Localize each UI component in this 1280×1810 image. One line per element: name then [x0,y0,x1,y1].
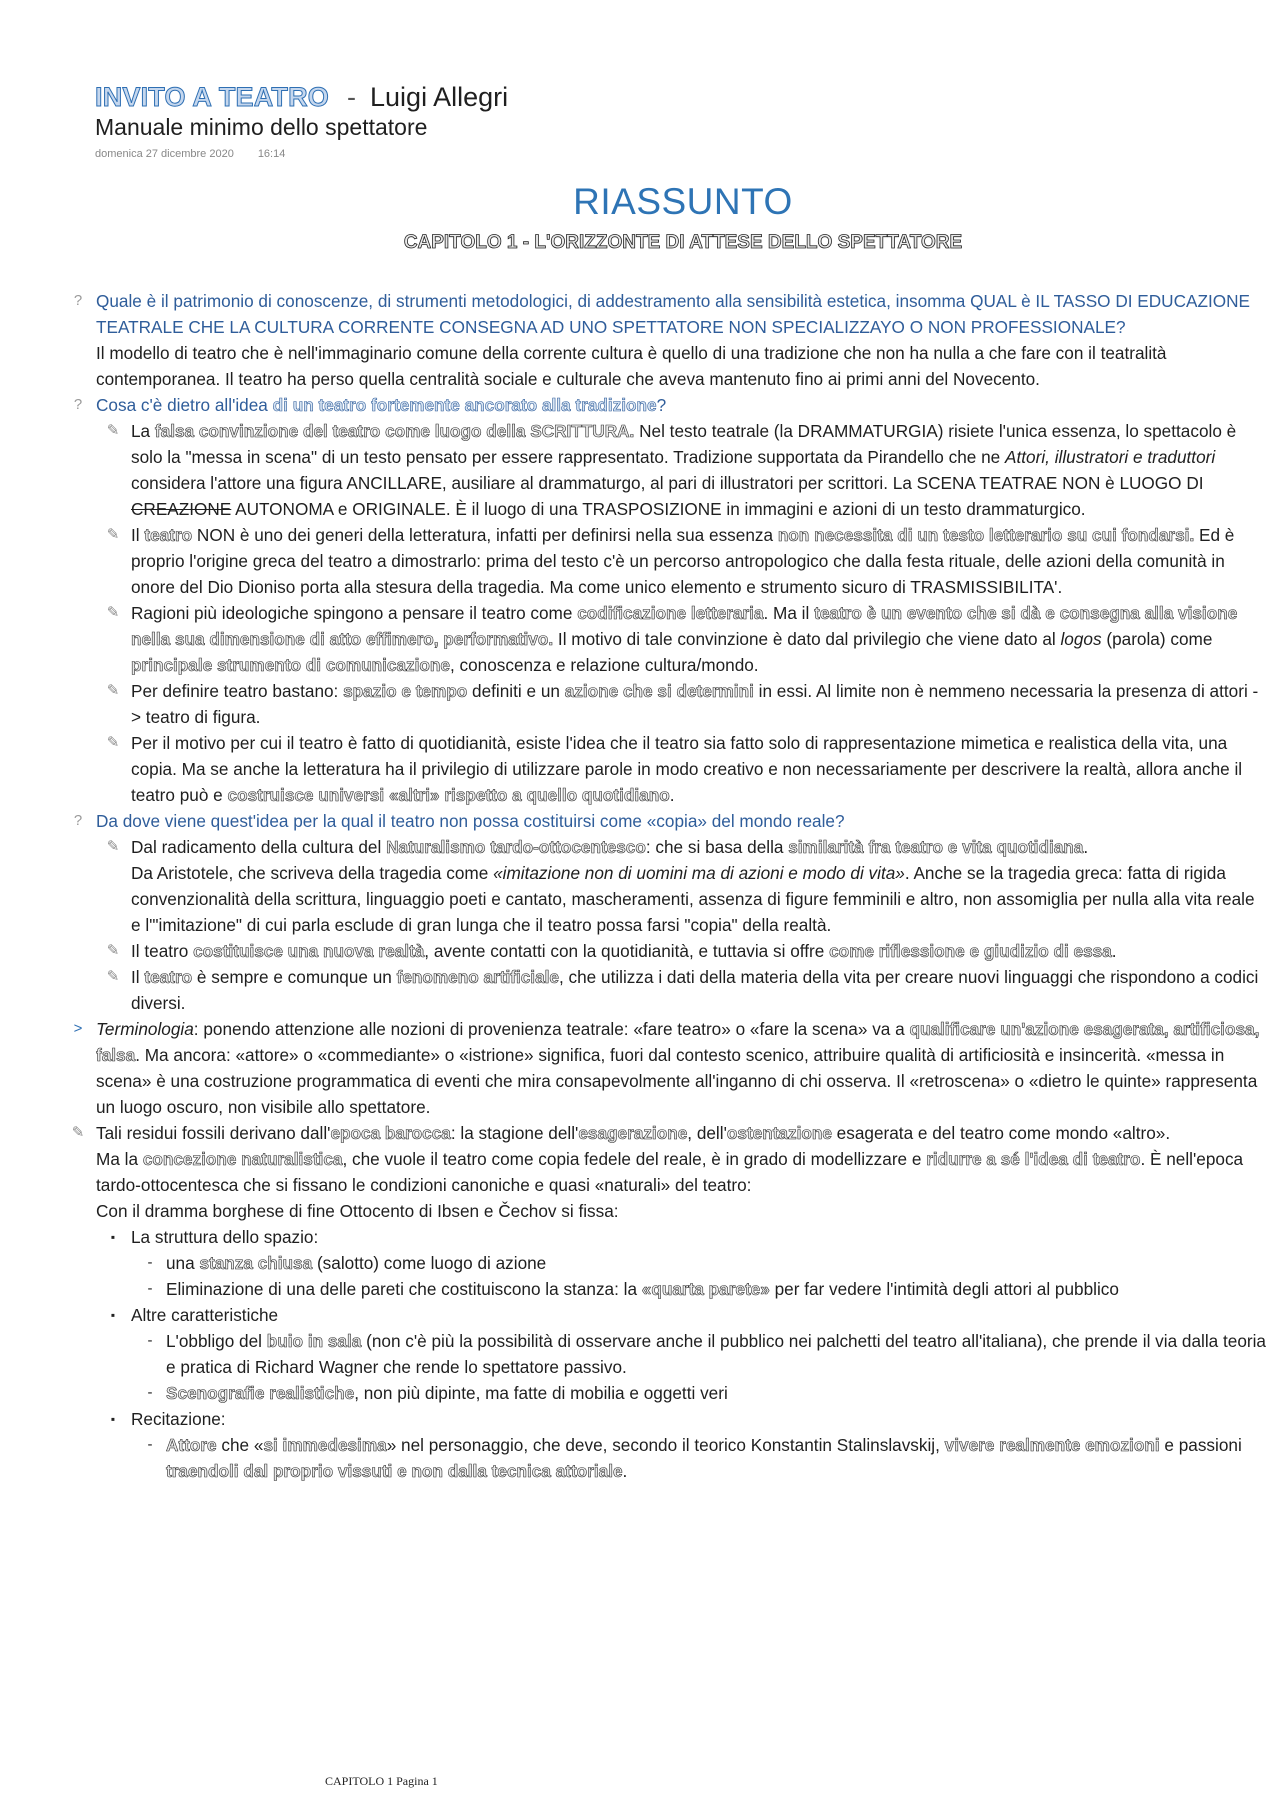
note-text: Ragioni più ideologiche spingono a pensare il teatro come [131,603,578,623]
dash-icon: - [147,1332,153,1349]
sub-list-item [0,1380,1280,1406]
book-title: Attori, illustratori e traduttori [1005,447,1216,467]
list-text: Recitazione: [131,1409,226,1429]
list-text: La struttura dello spazio: [131,1227,319,1247]
italic-term: logos [1060,629,1102,649]
note-text: NON è uno dei generi della letteratura, infatti per definirsi nella sua essenza [192,525,778,545]
note-text: , dell' [687,1123,727,1143]
list-text: » nel personaggio, che deve, secondo il teorico Konstantin Stalinslavskij, [386,1435,945,1455]
highlight: azione che si determini [564,681,754,701]
note-icon: ✎ [71,1124,85,1141]
note-text: AUTONOMA e ORIGINALE. È il luogo di una TRASPOSIZIONE in immagini e azioni di un testo drammaturgico. [231,499,1086,519]
highlight: similarità fra teatro e vita quotidiana [788,837,1084,857]
note-text: Nel testo teatrale (la DRAMMATURGIA) risiete l'unica essenza, lo spettacolo è solo la "messa in scena" di un testo pensato per essere rappresentato. Tradizione supportata da Pirandello che ne [131,421,1237,467]
note-item [0,418,1280,522]
list-text: (salotto) come luogo di azione [312,1253,547,1273]
section-heading: RIASSUNTO [573,181,793,222]
question-text: Quale è il patrimonio di conoscenze, di strumenti metodologici, di addestramento alla sensibilità estetica, insomma QUAL è IL TASSO DI EDUCAZIONE TEATRALE CHE LA CULTURA CORRENTE CONSEGNA AD UNO SPETTATORE NON SPECIALIZZAYO O NON PROFESSIONALE? [96,291,1250,337]
list-item [0,1406,1280,1432]
note-text: Ed è proprio l'origine greca del teatro a dimostrarlo: prima del testo c'è un percorso antropologico che dalla festa rituale, delle azioni della comunità in onore del Dio Dioniso porta alla stesura della tragedia. Ma come unico elemento e strumento sicuro di TRASMISSIBILITA'. [131,525,1235,597]
highlight: Attore [166,1435,217,1455]
note-text: . [1083,837,1089,857]
document-title-row [95,80,508,114]
note-text: Da Aristotele, che scriveva della tragedia come [131,863,494,883]
note-icon: ✎ [106,968,120,985]
note-text: è sempre e comunque un [192,967,397,987]
list-text: una [166,1253,200,1273]
note-text: : ponendo attenzione alle nozioni di provenienza teatrale: «fare teatro» o «fare la scena» va a [193,1019,910,1039]
note-text: Ma la [96,1149,143,1169]
note-text: , conoscenza e relazione cultura/mondo. [449,655,759,675]
dash-icon: - [147,1280,153,1297]
note-text: , avente contatti con la quotidianità, e tuttavia si offre [424,941,830,961]
highlight: spazio e tempo [343,681,468,701]
question-text: Cosa c'è dietro all'idea [96,395,273,415]
question-mark-icon: ? [73,396,83,413]
note-text: : la stagione dell' [450,1123,579,1143]
question-mark-icon: ? [73,292,83,309]
note-text: . [1111,941,1117,961]
note-text: : che si basa della [645,837,789,857]
note-icon: ✎ [106,734,120,751]
highlight: ridurre a sé l'idea di teatro [926,1149,1141,1169]
note-item [0,730,1280,808]
bullet-icon: ▪ [110,1412,116,1426]
highlight: teatro è un evento che si dà e consegna alla visione nella sua dimensione di atto effimero, performativo. [131,603,1238,649]
highlight: falsa convinzione del teatro come luogo della SCRITTURA. [154,421,635,441]
note-text: esagerata e del teatro come mondo «altro». [831,1123,1171,1143]
sub-list-item [0,1328,1280,1380]
note-text: , che utilizza i dati della materia della vita per creare nuovi linguaggi che rispondono a codici diversi. [131,967,1259,1013]
highlight: buio in sala [266,1331,362,1351]
note-item [0,678,1280,730]
list-item [0,1302,1280,1328]
document-title: INVITO A TEATRO [95,82,330,112]
highlight: vivere realmente emozioni [944,1435,1160,1455]
note-text: . [669,785,675,805]
highlight: epoca barocca [330,1123,451,1143]
highlight: non necessita di un testo letterario su cui fondarsi. [777,525,1195,545]
paragraph-text: Il modello di teatro che è nell'immaginario comune della corrente cultura è quello di una tradizione che non ha nulla a che fare con il teatralità contemporanea. Il teatro ha perso quella centralità sociale e culturale che aveva mantenuto fino ai primi anni del Novecento. [96,343,1167,389]
list-text: Altre caratteristiche [131,1305,279,1325]
list-text: e passioni [1159,1435,1242,1455]
note-text: Il teatro [131,941,194,961]
note-item [0,834,1280,938]
question-text: Da dove viene quest'idea per la qual il teatro non possa costituirsi come «copia» del mondo reale? [96,811,845,831]
note-text: . È nell'epoca tardo-ottocentesca che si fissano le condizioni canoniche e quasi «naturali» del teatro: [96,1149,1244,1195]
note-icon: ✎ [106,604,120,621]
sub-list-item [0,1250,1280,1276]
terminology-label: Terminologia [96,1019,194,1039]
note-icon: ✎ [106,422,120,439]
list-text: L'obbligo del [166,1331,267,1351]
highlight: principale strumento di comunicazione [131,655,450,675]
highlight: fenomeno artificiale [396,967,559,987]
question-item [0,392,1280,418]
note-timestamp [95,148,285,160]
note-text: Il motivo di tale convinzione è dato dal privilegio che viene dato al [553,629,1061,649]
highlight: Scenografie realistiche [166,1383,355,1403]
highlight: costruisce universi «altri» rispetto a quello quotidiano [227,785,670,805]
question-item [0,808,1280,834]
document-author: Luigi Allegri [370,82,509,112]
dash-icon: - [147,1436,153,1453]
list-text: Eliminazione di una delle pareti che costituiscono la stanza: la [166,1279,642,1299]
note-text: definiti e un [467,681,565,701]
note-item [0,1120,1280,1224]
highlight: costituisce una nuova realtà [193,941,425,961]
note-item [0,938,1280,964]
terminology-item [0,1016,1280,1120]
note-text: . Ma il [763,603,815,623]
arrow-icon: > [73,1020,83,1037]
note-item [0,522,1280,600]
note-icon: ✎ [106,838,120,855]
note-text: Tali residui fossili derivano dall' [96,1123,331,1143]
highlight: Naturalismo tardo-ottocentesco [386,837,646,857]
note-text: La [131,421,155,441]
chapter-heading: CAPITOLO 1 - L'ORIZZONTE DI ATTESE DELLO SPETTATORE [403,232,963,253]
note-item [0,964,1280,1016]
list-item [0,1224,1280,1250]
highlight: di un teatro fortemente ancorato alla tradizione [272,395,657,415]
title-separator: - [347,82,357,112]
highlight: concezione naturalistica [142,1149,343,1169]
highlight: codificazione letteraria [577,603,764,623]
note-body [0,288,1280,1484]
note-text: considera l'attore una figura ANCILLARE, ausiliare al drammaturgo, al pari di illustratori per scrittori. La SCENA TEATRAE NON è LUOGO DI [131,473,1204,493]
paragraph [0,340,1280,392]
highlight: «quarta parete» [641,1279,770,1299]
highlight: teatro [144,525,193,545]
note-text: (parola) come [1101,629,1213,649]
note-time: 16:14 [257,148,286,160]
highlight: ostentazione [726,1123,832,1143]
list-text: (non c'è più la possibilità di osservare anche il pubblico nei palchetti del teatro all'italiana), che prende il via dalla teoria e pratica di Richard Wagner che rende lo spettatore passivo. [166,1331,1266,1377]
note-date: domenica 27 dicembre 2020 [95,148,234,160]
dash-icon: - [147,1254,153,1271]
list-text: . [622,1461,628,1481]
list-text: che « [216,1435,264,1455]
question-mark-icon: ? [73,812,83,829]
highlight: teatro [144,967,193,987]
note-text: Per il motivo per cui il teatro è fatto di quotidianità, esiste l'idea che il teatro sia fatto solo di rappresentazione mimetica e realistica della vita, una copia. Ma se anche la letteratura ha il privilegio di utilizzare parole in modo creativo e non necessariamente per descrivere la realtà, allora anche il teatro può e [131,733,1243,805]
highlight: qualificare un'azione esagerata, artificiosa, falsa [96,1019,1260,1065]
note-text: Il [131,525,145,545]
highlight: come riflessione e giudizio di essa [829,941,1112,961]
sub-list-item [0,1432,1280,1484]
highlight: si immedesima [263,1435,387,1455]
struck-word: CREAZIONE [131,499,232,519]
highlight: traendoli dal proprio vissuti e non dalla tecnica attoriale [166,1461,623,1481]
question-text: ? [656,395,667,415]
note-text: Il [131,967,145,987]
note-icon: ✎ [106,526,120,543]
bullet-icon: ▪ [110,1230,116,1244]
note-text: Dal radicamento della cultura del [131,837,387,857]
note-item [0,600,1280,678]
note-text: . Anche se la tragedia greca: fatta di rigida convenzionalità della scrittura, linguaggio poeti e cantato, mascheramenti, assenza di figure femminili e altro, non assomiglia per nulla alla vita reale e l'"imitazione" di cui parla esclude di gran lunga che il teatro possa farsi "copia" della realtà. [131,863,1255,935]
sub-list-item [0,1276,1280,1302]
dash-icon: - [147,1384,153,1401]
note-text: Con il dramma borghese di fine Ottocento di Ibsen e Čechov si fissa: [96,1201,619,1221]
note-icon: ✎ [106,682,120,699]
page-footer: CAPITOLO 1 Pagina 1 [325,1774,438,1788]
note-icon: ✎ [106,942,120,959]
document-subtitle: Manuale minimo dello spettatore [95,114,428,140]
quotation: «imitazione non di uomini ma di azioni e modo di vita» [493,863,905,883]
list-text: per far vedere l'intimità degli attori al pubblico [769,1279,1119,1299]
note-text: in essi. Al limite non è nemmeno necessaria la presenza di attori -> teatro di figura. [131,681,1259,727]
note-text: . Ma ancora: «attore» o «commediante» o «istrione» significa, fuori dal contesto scenico, attribuire qualità di artificiosità e insincerità. «messa in scena» è una costruzione programmatica di eventi che mira consapevolmente all'inganno di chi osserva. Il «retroscena» o «dietro le quinte» rappresenta un luogo oscuro, non visibile allo spettatore. [96,1045,1258,1117]
highlight: stanza chiusa [199,1253,313,1273]
bullet-icon: ▪ [110,1308,116,1322]
list-text: , non più dipinte, ma fatte di mobilia e oggetti veri [354,1383,728,1403]
note-text: Per definire teatro bastano: [131,681,344,701]
question-item [0,288,1280,340]
highlight: esagerazione [578,1123,688,1143]
note-text: , che vuole il teatro come copia fedele del reale, è in grado di modellizzare e [342,1149,927,1169]
